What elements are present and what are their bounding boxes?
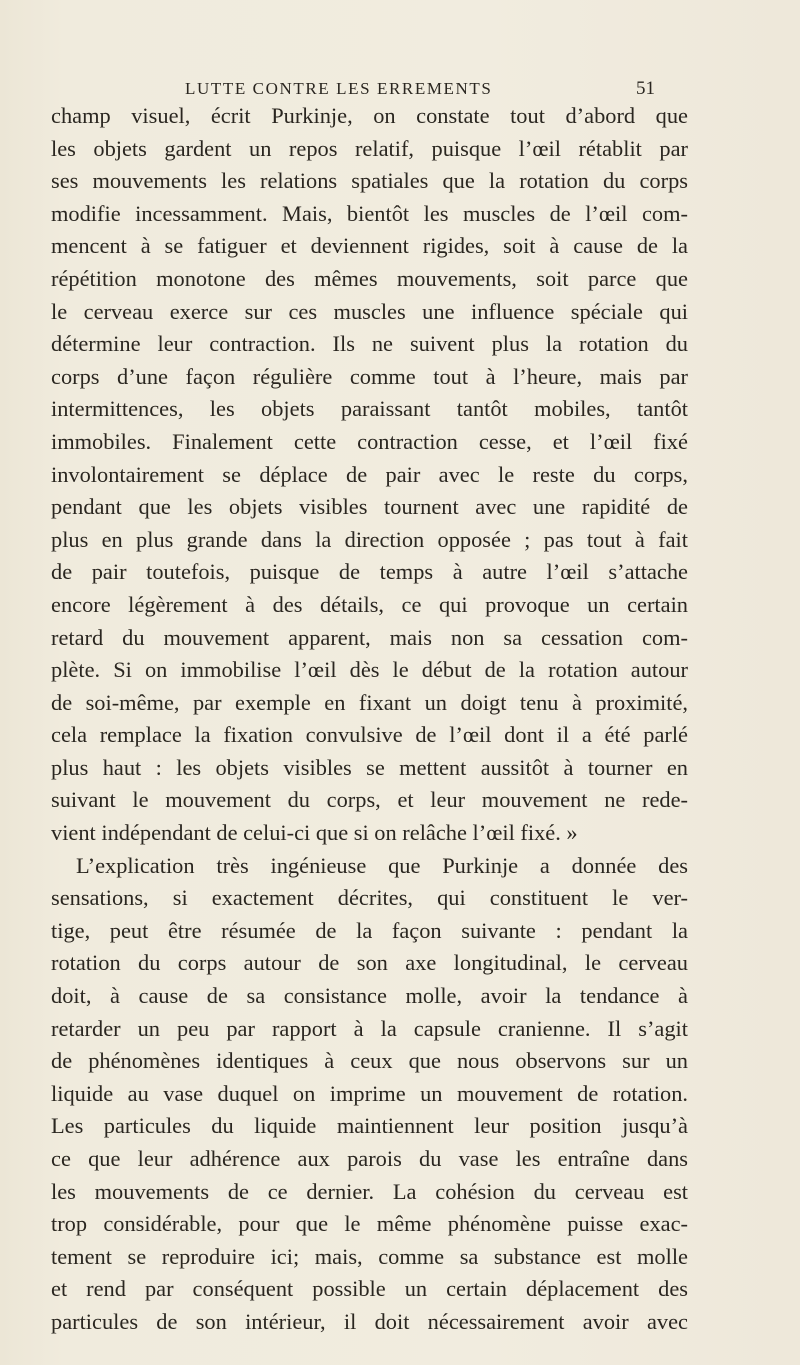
text-line: de phénomènes identiques à ceux que nous observons sur un — [51, 1048, 688, 1074]
paragraph-first-line: L’explication très ingénieuse que Purkinje a donnée des — [76, 852, 688, 878]
text-line: mencent à se fatiguer et deviennent rigides, soit à cause de la — [51, 233, 688, 259]
text-line: de soi-même, par exemple en fixant un doigt tenu à proximité, — [51, 689, 688, 715]
text-line: retarder un peu par rapport à la capsule cranienne. Il s’agit — [51, 1015, 688, 1041]
text-line: de pair toutefois, puisque de temps à autre l’œil s’attache — [51, 559, 688, 585]
text-line: encore légèrement à des détails, ce qui provoque un certain — [51, 591, 688, 617]
text-line: les objets gardent un repos relatif, puisque l’œil rétablit par — [51, 135, 688, 161]
text-line: les mouvements de ce dernier. La cohésion du cerveau est — [51, 1178, 688, 1204]
text-line: doit, à cause de sa consistance molle, avoir la tendance à — [51, 983, 688, 1009]
text-line: sensations, si exactement décrites, qui constituent le ver- — [51, 885, 688, 911]
running-title: LUTTE CONTRE LES ERREMENTS — [185, 79, 493, 98]
text-line: modifie incessamment. Mais, bientôt les muscles de l’œil com- — [51, 200, 688, 226]
text-line: intermittences, les objets paraissant tantôt mobiles, tantôt — [51, 396, 688, 422]
text-line: corps d’une façon régulière comme tout à l’heure, mais par — [51, 363, 688, 389]
text-line: immobiles. Finalement cette contraction cesse, et l’œil fixé — [51, 428, 688, 454]
text-line: plus en plus grande dans la direction opposée ; pas tout à fait — [51, 526, 688, 552]
text-line: liquide au vase duquel on imprime un mouvement de rotation. — [51, 1080, 688, 1106]
text-line: ce que leur adhérence aux parois du vase les entraîne dans — [51, 1146, 688, 1171]
text-line: involontairement se déplace de pair avec le reste du corps, — [51, 461, 688, 487]
text-line: et rend par conséquent possible un certain déplacement des — [51, 1276, 688, 1302]
text-line: ses mouvements les relations spatiales que la rotation du corps — [51, 168, 688, 194]
text-line: champ visuel, écrit Purkinje, on constate tout d’abord que — [51, 103, 688, 128]
text-line: rotation du corps autour de son axe longitudinal, le cerveau — [51, 950, 688, 976]
text-line: trop considérable, pour que le même phénomène puisse exac- — [51, 1211, 688, 1237]
page-number: 51 — [636, 78, 655, 99]
text-line: retard du mouvement apparent, mais non sa cessation com- — [51, 624, 688, 650]
paragraph-end-line: vient indépendant de celui-ci que si on relâche l’œil fixé. » — [51, 820, 578, 846]
text-line: le cerveau exerce sur ces muscles une influence spéciale qui — [51, 298, 688, 324]
text-line: Les particules du liquide maintiennent leur position jusqu’à — [51, 1113, 688, 1139]
text-line: répétition monotone des mêmes mouvements, soit parce que — [51, 265, 688, 291]
text-line: tement se reproduire ici; mais, comme sa substance est molle — [51, 1243, 688, 1269]
text-line: tige, peut être résumée de la façon suivante : pendant la — [51, 917, 688, 943]
body-text — [51, 100, 688, 1339]
text-line: particules de son intérieur, il doit nécessairement avoir avec — [51, 1308, 688, 1334]
text-line: plète. Si on immobilise l’œil dès le début de la rotation autour — [51, 657, 688, 683]
text-line: cela remplace la fixation convulsive de l’œil dont il a été parlé — [51, 722, 688, 748]
text-line: pendant que les objets visibles tournent avec une rapidité de — [51, 494, 688, 520]
running-header — [185, 78, 655, 100]
text-line: plus haut : les objets visibles se mettent aussitôt à tourner en — [51, 754, 688, 780]
text-line: suivant le mouvement du corps, et leur mouvement ne rede- — [51, 787, 688, 813]
text-line: détermine leur contraction. Ils ne suivent plus la rotation du — [51, 331, 688, 357]
